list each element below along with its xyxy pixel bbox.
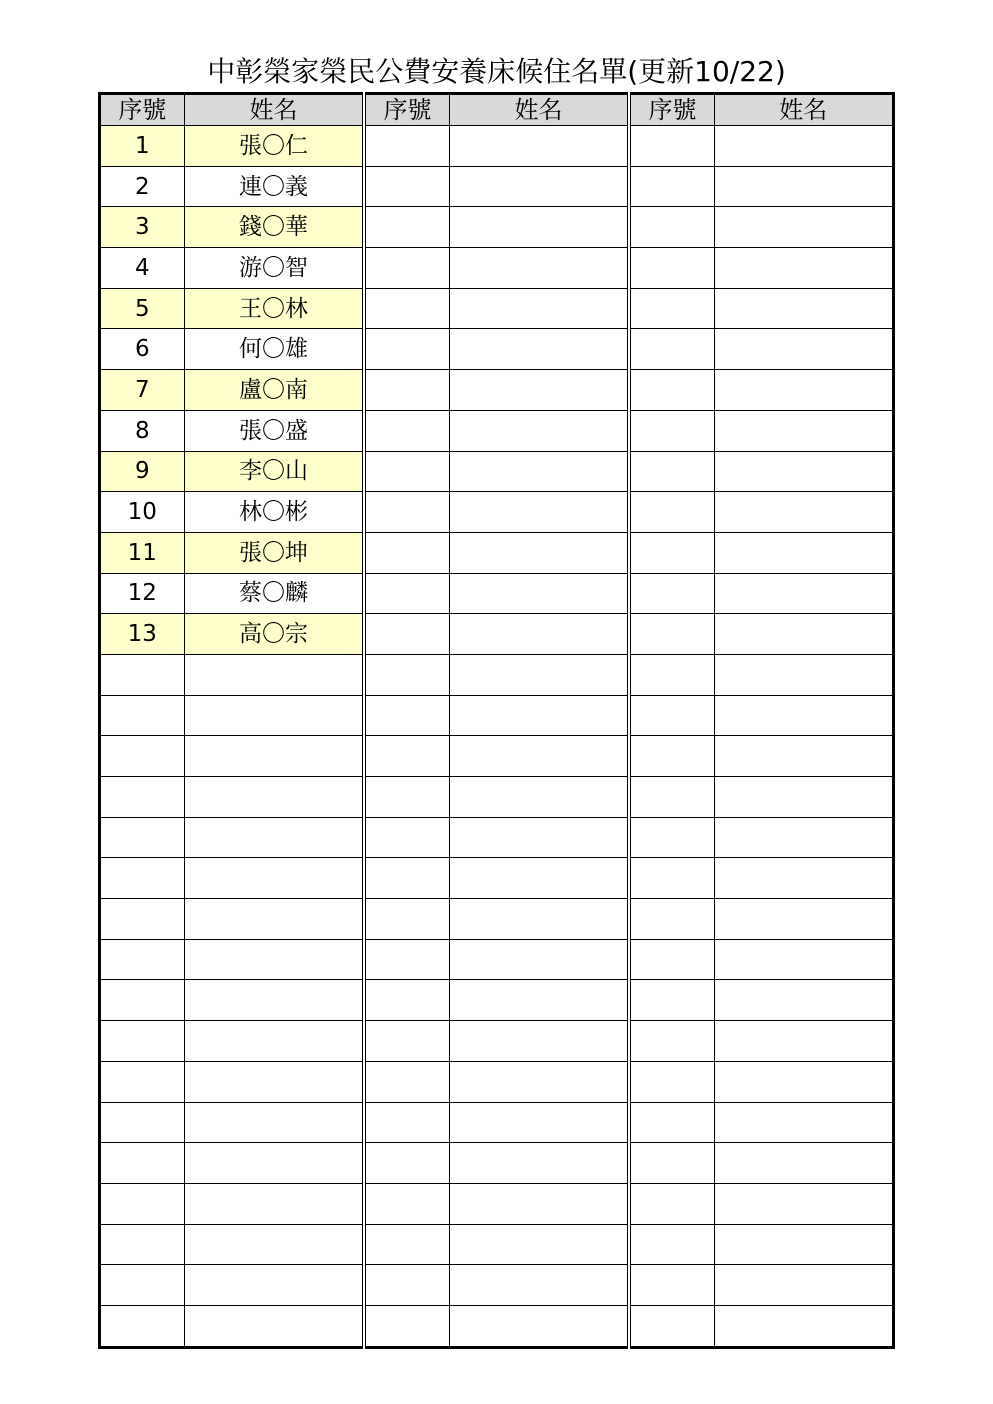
cell-name	[714, 736, 893, 777]
cell-no	[100, 858, 185, 899]
cell-name	[714, 207, 893, 248]
cell-no	[364, 1021, 449, 1062]
cell-name	[184, 1183, 364, 1224]
cell-no	[629, 1224, 714, 1265]
cell-name	[449, 736, 629, 777]
table-row	[100, 1143, 894, 1184]
cell-no	[100, 1183, 185, 1224]
cell-no	[629, 695, 714, 736]
cell-name	[714, 817, 893, 858]
cell-no	[629, 939, 714, 980]
table-row	[100, 1265, 894, 1306]
cell-name	[714, 1143, 893, 1184]
cell-no	[364, 899, 449, 940]
table-row	[100, 573, 894, 614]
cell-no	[364, 1183, 449, 1224]
cell-no	[100, 1143, 185, 1184]
cell-name	[714, 858, 893, 899]
cell-name: 盧〇南	[184, 370, 364, 411]
cell-no	[364, 492, 449, 533]
cell-name	[714, 1305, 893, 1347]
cell-no	[100, 1265, 185, 1306]
table-row	[100, 166, 894, 207]
cell-no	[364, 736, 449, 777]
cell-name: 王〇林	[184, 288, 364, 329]
table-row	[100, 1224, 894, 1265]
table-row	[100, 207, 894, 248]
cell-no	[100, 817, 185, 858]
cell-no	[629, 532, 714, 573]
cell-no: 9	[100, 451, 185, 492]
table-row	[100, 410, 894, 451]
cell-no	[364, 695, 449, 736]
header-name-1: 姓名	[184, 94, 364, 126]
cell-name	[714, 1183, 893, 1224]
header-no-1: 序號	[100, 94, 185, 126]
table-row	[100, 1102, 894, 1143]
table-row	[100, 532, 894, 573]
cell-no	[364, 410, 449, 451]
cell-name: 張〇仁	[184, 126, 364, 167]
cell-name	[449, 1305, 629, 1347]
cell-no: 13	[100, 614, 185, 655]
cell-name	[714, 492, 893, 533]
page-title: 中彰榮家榮民公費安養床候住名單(更新10/22)	[207, 55, 786, 88]
cell-name	[714, 370, 893, 411]
cell-name: 林〇彬	[184, 492, 364, 533]
cell-no	[629, 248, 714, 289]
cell-name: 高〇宗	[184, 614, 364, 655]
header-name-2: 姓名	[449, 94, 629, 126]
cell-name	[184, 939, 364, 980]
cell-name	[184, 1061, 364, 1102]
cell-name	[184, 858, 364, 899]
cell-name	[184, 980, 364, 1021]
cell-no	[100, 980, 185, 1021]
cell-no: 1	[100, 126, 185, 167]
cell-no: 4	[100, 248, 185, 289]
cell-name	[449, 492, 629, 533]
table-row	[100, 248, 894, 289]
cell-name	[184, 695, 364, 736]
cell-no	[629, 777, 714, 818]
table-row	[100, 370, 894, 411]
table-row	[100, 777, 894, 818]
cell-no	[629, 817, 714, 858]
cell-name	[449, 370, 629, 411]
cell-name	[714, 980, 893, 1021]
cell-no	[364, 939, 449, 980]
cell-name	[449, 614, 629, 655]
cell-name	[714, 614, 893, 655]
cell-name	[184, 1265, 364, 1306]
cell-name	[184, 777, 364, 818]
cell-no	[100, 1224, 185, 1265]
cell-no	[364, 126, 449, 167]
cell-no	[364, 1265, 449, 1306]
cell-name	[449, 899, 629, 940]
cell-no	[629, 573, 714, 614]
cell-name	[449, 1224, 629, 1265]
table-row	[100, 695, 894, 736]
cell-name	[714, 1102, 893, 1143]
cell-name: 蔡〇麟	[184, 573, 364, 614]
cell-no	[364, 817, 449, 858]
cell-name	[449, 532, 629, 573]
cell-no	[629, 492, 714, 533]
cell-name	[714, 451, 893, 492]
cell-no	[100, 939, 185, 980]
cell-no	[629, 329, 714, 370]
cell-no	[629, 1021, 714, 1062]
cell-name	[184, 1021, 364, 1062]
table-row	[100, 288, 894, 329]
cell-no: 11	[100, 532, 185, 573]
table-body	[100, 126, 894, 1348]
cell-name	[449, 817, 629, 858]
cell-name	[184, 1224, 364, 1265]
table-row	[100, 817, 894, 858]
table-header-row	[100, 94, 894, 126]
cell-no	[364, 370, 449, 411]
cell-no: 10	[100, 492, 185, 533]
cell-name	[449, 207, 629, 248]
cell-name	[714, 899, 893, 940]
cell-no	[629, 899, 714, 940]
cell-name	[184, 1305, 364, 1347]
table-row	[100, 126, 894, 167]
cell-no	[629, 654, 714, 695]
header-name-3: 姓名	[714, 94, 893, 126]
cell-no	[364, 654, 449, 695]
cell-no	[629, 288, 714, 329]
cell-name	[449, 858, 629, 899]
cell-name	[184, 736, 364, 777]
cell-name	[714, 654, 893, 695]
table-row	[100, 1183, 894, 1224]
cell-name	[184, 1143, 364, 1184]
cell-no	[364, 1224, 449, 1265]
table-row	[100, 939, 894, 980]
cell-name	[449, 573, 629, 614]
cell-no	[629, 370, 714, 411]
cell-no	[629, 1102, 714, 1143]
table-row	[100, 899, 894, 940]
cell-name	[449, 126, 629, 167]
cell-no: 12	[100, 573, 185, 614]
cell-no: 6	[100, 329, 185, 370]
cell-no: 2	[100, 166, 185, 207]
table-row	[100, 736, 894, 777]
cell-no	[629, 1265, 714, 1306]
cell-name	[449, 1183, 629, 1224]
cell-no	[364, 451, 449, 492]
cell-name	[449, 410, 629, 451]
cell-name	[449, 166, 629, 207]
table-row	[100, 329, 894, 370]
cell-name	[449, 654, 629, 695]
cell-name	[714, 777, 893, 818]
cell-name	[449, 1143, 629, 1184]
cell-no	[364, 1102, 449, 1143]
cell-no	[364, 980, 449, 1021]
cell-no	[629, 980, 714, 1021]
cell-no	[629, 1183, 714, 1224]
cell-name	[449, 1265, 629, 1306]
cell-no	[629, 451, 714, 492]
cell-no: 5	[100, 288, 185, 329]
cell-name: 錢〇華	[184, 207, 364, 248]
cell-name	[449, 248, 629, 289]
cell-name	[449, 288, 629, 329]
cell-name: 張〇坤	[184, 532, 364, 573]
cell-no	[364, 248, 449, 289]
cell-no	[629, 858, 714, 899]
cell-name	[449, 451, 629, 492]
cell-name	[449, 695, 629, 736]
cell-name	[714, 329, 893, 370]
cell-name: 何〇雄	[184, 329, 364, 370]
table-row	[100, 614, 894, 655]
cell-name	[714, 1061, 893, 1102]
table-row	[100, 654, 894, 695]
cell-name	[714, 248, 893, 289]
waitlist-table	[98, 92, 895, 1349]
cell-name	[449, 939, 629, 980]
cell-no	[364, 614, 449, 655]
cell-name	[714, 939, 893, 980]
cell-no	[100, 736, 185, 777]
cell-name	[714, 532, 893, 573]
cell-name	[449, 1061, 629, 1102]
cell-no	[364, 1061, 449, 1102]
table-row	[100, 1021, 894, 1062]
cell-no	[629, 1061, 714, 1102]
cell-no	[100, 654, 185, 695]
cell-name	[449, 1102, 629, 1143]
header-no-3: 序號	[629, 94, 714, 126]
cell-no	[100, 899, 185, 940]
cell-name: 連〇義	[184, 166, 364, 207]
table-row	[100, 1305, 894, 1347]
cell-name	[714, 573, 893, 614]
cell-name: 李〇山	[184, 451, 364, 492]
cell-name	[714, 1224, 893, 1265]
cell-name	[449, 1021, 629, 1062]
cell-name	[714, 410, 893, 451]
cell-no	[364, 166, 449, 207]
cell-no	[100, 1102, 185, 1143]
table-row	[100, 492, 894, 533]
header-no-2: 序號	[364, 94, 449, 126]
cell-no	[364, 532, 449, 573]
cell-no	[629, 1143, 714, 1184]
cell-name	[714, 166, 893, 207]
cell-no: 7	[100, 370, 185, 411]
cell-no	[629, 410, 714, 451]
cell-no	[364, 858, 449, 899]
table-row	[100, 980, 894, 1021]
cell-no	[364, 777, 449, 818]
cell-no	[364, 288, 449, 329]
cell-name	[714, 288, 893, 329]
cell-no	[100, 1305, 185, 1347]
cell-name	[449, 329, 629, 370]
cell-name	[184, 899, 364, 940]
cell-name: 張〇盛	[184, 410, 364, 451]
cell-no	[629, 207, 714, 248]
cell-name	[184, 654, 364, 695]
cell-no: 8	[100, 410, 185, 451]
cell-no	[364, 207, 449, 248]
cell-no	[100, 695, 185, 736]
cell-name	[714, 695, 893, 736]
table-row	[100, 451, 894, 492]
cell-name	[714, 1021, 893, 1062]
cell-no	[629, 166, 714, 207]
cell-name	[184, 817, 364, 858]
table-row	[100, 858, 894, 899]
cell-name	[184, 1102, 364, 1143]
cell-no	[364, 573, 449, 614]
cell-no	[629, 126, 714, 167]
cell-name: 游〇智	[184, 248, 364, 289]
cell-no	[629, 736, 714, 777]
cell-no	[629, 1305, 714, 1347]
cell-name	[714, 126, 893, 167]
cell-no: 3	[100, 207, 185, 248]
cell-no	[364, 329, 449, 370]
cell-no	[629, 614, 714, 655]
cell-no	[100, 777, 185, 818]
cell-name	[714, 1265, 893, 1306]
cell-name	[449, 777, 629, 818]
cell-no	[364, 1305, 449, 1347]
cell-no	[100, 1021, 185, 1062]
table-row	[100, 1061, 894, 1102]
cell-name	[449, 980, 629, 1021]
cell-no	[100, 1061, 185, 1102]
cell-no	[364, 1143, 449, 1184]
